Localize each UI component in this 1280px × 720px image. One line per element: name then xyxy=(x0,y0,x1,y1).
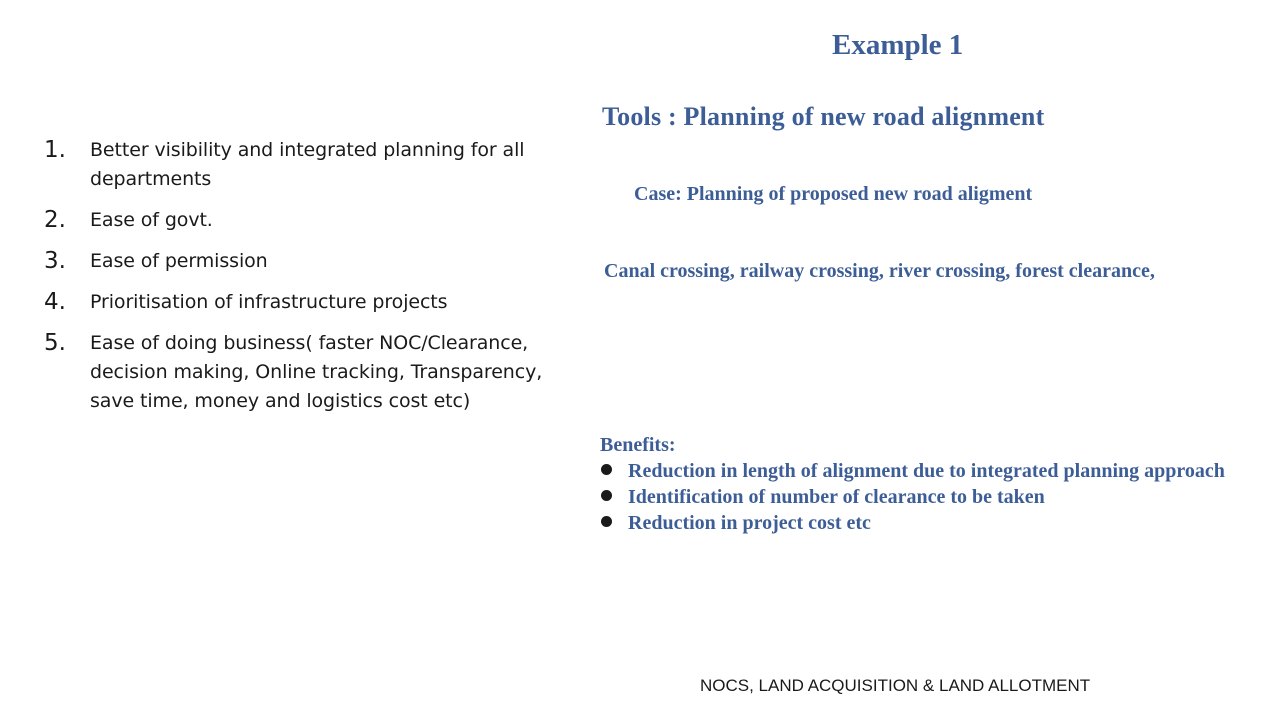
list-item-text: Ease of doing business( faster NOC/Clearance, decision making, Online tracking, Transparency, save time, money and logistics cost etc) xyxy=(90,332,543,412)
bullet-dot-icon xyxy=(601,464,612,475)
bullet-item xyxy=(600,484,1270,510)
list-item-number: 5. xyxy=(44,330,66,356)
list-item-number: 4. xyxy=(44,289,66,315)
example-title: Example 1 xyxy=(832,29,964,61)
slide-footer: NOCS, LAND ACQUISITION & LAND ALLOTMENT xyxy=(700,676,1091,695)
list-item-text: Prioritisation of infrastructure projects xyxy=(90,291,448,313)
case-heading: Case: Planning of proposed new road aligment xyxy=(634,183,1033,205)
list-item xyxy=(44,136,544,194)
list-item-text: Ease of permission xyxy=(90,250,268,272)
list-item xyxy=(44,288,544,317)
list-item-text: Ease of govt. xyxy=(90,209,213,231)
bullet-item-text: Reduction in project cost etc xyxy=(628,512,871,534)
bullet-dot-icon xyxy=(601,516,612,527)
bullet-item xyxy=(600,458,1270,484)
bullet-item-text: Reduction in length of alignment due to integrated planning approach xyxy=(628,460,1225,482)
list-item xyxy=(44,247,544,276)
list-item xyxy=(44,329,544,416)
benefits-bullet-list xyxy=(600,458,1270,536)
benefits-numbered-list xyxy=(44,136,544,428)
bullet-dot-icon xyxy=(601,490,612,501)
list-item xyxy=(44,206,544,235)
benefits-section xyxy=(600,432,1270,536)
list-item-number: 2. xyxy=(44,207,66,233)
list-item-number: 1. xyxy=(44,137,66,163)
list-item-number: 3. xyxy=(44,248,66,274)
list-item-text: Better visibility and integrated planning for all departments xyxy=(90,139,525,190)
crossings-text: Canal crossing, railway crossing, river crossing, forest clearance, xyxy=(604,260,1155,282)
bullet-item-text: Identification of number of clearance to be taken xyxy=(628,486,1045,508)
benefits-heading: Benefits: xyxy=(600,434,676,456)
tools-heading: Tools : Planning of new road alignment xyxy=(602,102,1045,131)
bullet-item xyxy=(600,510,1270,536)
